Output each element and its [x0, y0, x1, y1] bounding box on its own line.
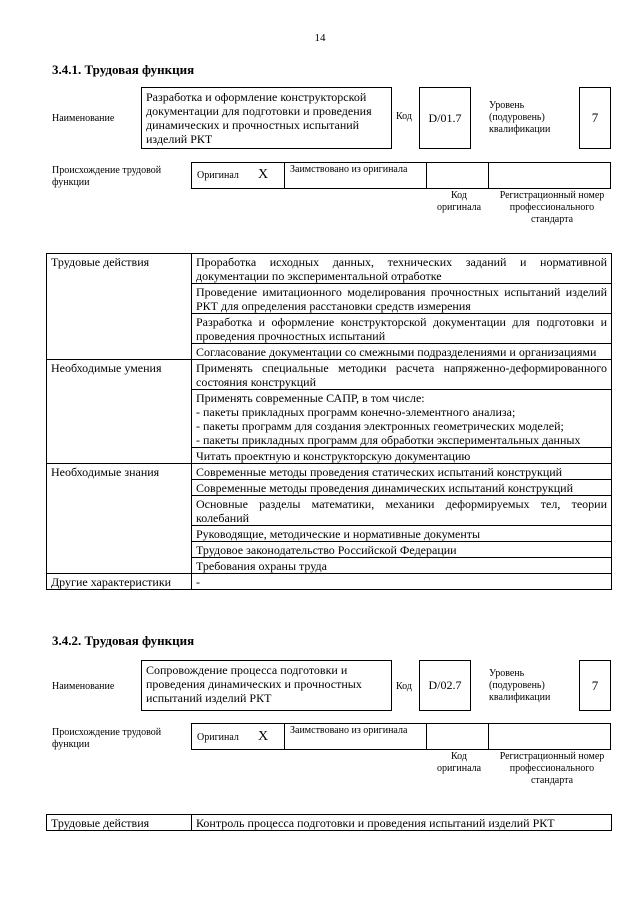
table-cell: - — [192, 574, 612, 590]
borrowed-label-2: Заимствовано из оригинала — [290, 725, 408, 736]
table-cell: Согласование документации со смежными подразделениями и организациями — [192, 344, 612, 360]
reg-number-caption-2: Регистрационный номер профессионального стандарта — [499, 751, 605, 786]
table-cell: Руководящие, методические и нормативные документы — [192, 526, 612, 542]
row-label-actions: Трудовые действия — [47, 254, 192, 360]
labor-function-table-2 — [46, 814, 612, 831]
original-x-mark-1: X — [258, 167, 269, 182]
original-x-mark-2: X — [258, 729, 269, 744]
qualification-level-2: 7 — [591, 677, 599, 693]
origin-label-1: Происхождение трудовой функции — [52, 165, 162, 188]
origin-divider — [488, 162, 489, 189]
level-label-1: Уровень (подуровень) квалификации — [489, 100, 551, 135]
table-cell: Требования охраны труда — [192, 558, 612, 574]
table-cell: Читать проектную и конструкторскую документацию — [192, 448, 612, 464]
origin-divider — [284, 162, 285, 189]
row-label-skills: Необходимые умения — [47, 360, 192, 464]
code-original-caption-1: Код оригинала — [436, 190, 482, 213]
row-label-actions-2: Трудовые действия — [47, 815, 192, 831]
origin-label-2: Происхождение трудовой функции — [52, 727, 162, 750]
function-name-2: Сопровождение процесса подготовки и проведения динамических и прочностных испытаний изделий РКТ — [146, 663, 362, 705]
labor-function-table-1 — [46, 253, 612, 590]
row-label-other: Другие характеристики — [47, 574, 192, 590]
skill-line: Применять современные САПР, в том числе: — [196, 391, 425, 405]
origin-divider — [426, 723, 427, 750]
origin-divider — [426, 162, 427, 189]
original-label-2: Оригинал — [197, 732, 239, 743]
table-cell: Основные разделы математики, механики деформируемых тел, теории колебаний — [192, 496, 612, 526]
table-row — [47, 464, 612, 480]
skill-line: - пакеты прикладных программ конечно-элементного анализа; — [196, 405, 516, 419]
section-heading-1: 3.4.1. Трудовая функция — [52, 62, 195, 77]
skill-line: - пакеты программ для создания электронных геометрических моделей; — [196, 419, 564, 433]
table-cell: Проведение имитационного моделирования прочностных испытаний изделий РКТ для определения расстановки средств измерения — [192, 284, 612, 314]
level-label-2: Уровень (подуровень) квалификации — [489, 668, 551, 703]
table-cell: Разработка и оформление конструкторской документации для подготовки и проведения прочностных испытаний — [192, 314, 612, 344]
origin-divider — [284, 723, 285, 750]
table-row — [47, 815, 612, 831]
function-code-2: D/02.7 — [428, 678, 462, 692]
section-heading-2: 3.4.2. Трудовая функция — [52, 633, 195, 648]
table-cell — [192, 390, 612, 448]
function-code-1: D/01.7 — [428, 110, 462, 125]
original-label-1: Оригинал — [197, 170, 239, 181]
table-row — [47, 254, 612, 284]
reg-number-caption-1: Регистрационный номер профессионального стандарта — [499, 190, 605, 225]
table-cell: Контроль процесса подготовки и проведения испытаний изделий РКТ — [192, 815, 612, 831]
table-cell: Проработка исходных данных, технических заданий и нормативной документации по экспериментальной отработке — [192, 254, 612, 284]
table-cell: Современные методы проведения динамических испытаний конструкций — [192, 480, 612, 496]
function-code-box-2 — [419, 660, 471, 711]
function-name-1: Разработка и оформление конструкторской документации для подготовки и проведения динамических и прочностных испытаний изделий РКТ — [146, 90, 372, 146]
qualification-level-box-2 — [579, 660, 611, 711]
table-cell: Современные методы проведения статических испытаний конструкций — [192, 464, 612, 480]
table-row — [47, 360, 612, 390]
code-original-caption-2: Код оригинала — [436, 751, 482, 774]
name-label-2: Наименование — [52, 681, 115, 692]
skill-line: - пакеты прикладных программ для обработки экспериментальных данных — [196, 433, 581, 447]
table-cell: Применять специальные методики расчета напряженно-деформированного состояния конструкций — [192, 360, 612, 390]
qualification-level-1: 7 — [591, 110, 599, 125]
table-row — [47, 574, 612, 590]
table-cell: Трудовое законодательство Российской Федерации — [192, 542, 612, 558]
code-label-2: Код — [396, 681, 412, 692]
function-name-box-1 — [141, 87, 392, 149]
qualification-level-box-1 — [579, 87, 611, 149]
page-number: 14 — [314, 32, 326, 44]
origin-divider — [488, 723, 489, 750]
borrowed-label-1: Заимствовано из оригинала — [290, 164, 408, 175]
code-label-1: Код — [396, 111, 412, 122]
function-name-box-2 — [141, 660, 392, 711]
row-label-knowledge: Необходимые знания — [47, 464, 192, 574]
function-code-box-1 — [419, 87, 471, 149]
name-label-1: Наименование — [52, 113, 115, 124]
